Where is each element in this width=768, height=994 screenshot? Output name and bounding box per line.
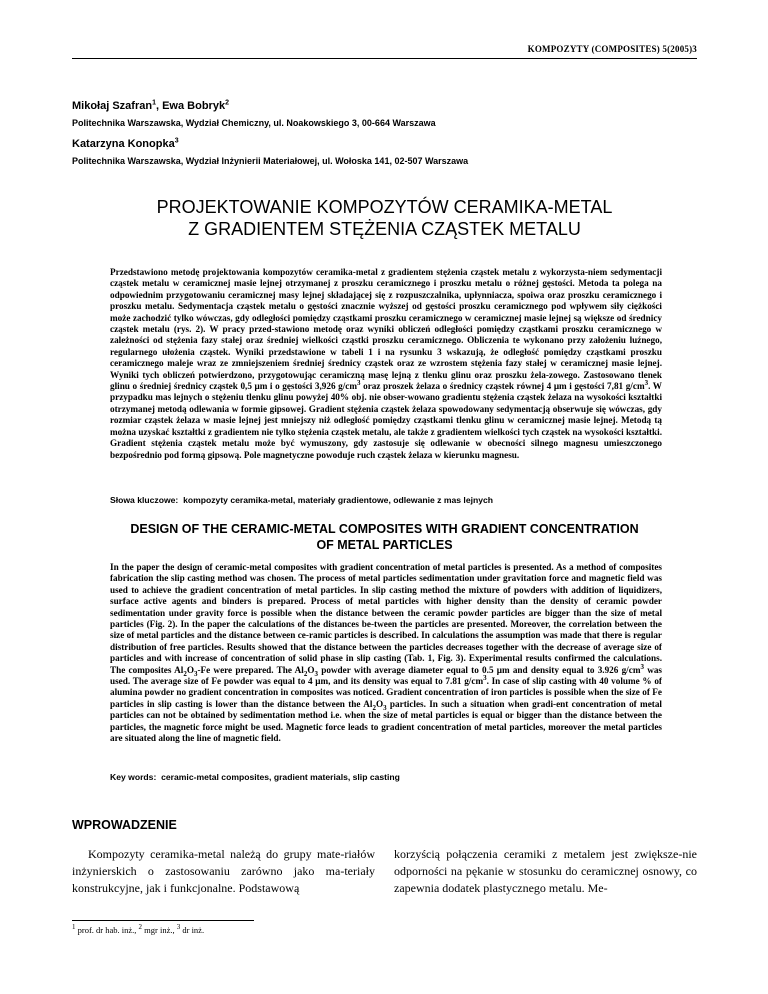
abstract-text: . W przypadku mas lejnych o stężeniu tlenku glinu powyżej 40% obj. nie obser-wowano gradientu stężenia cząstek żelaza na wysokości kształtki otrzymanej metodą odlewania w formie gipsowej. Gradient stężenia cząstek żelaza spowodowany sedymentacją obserwuje się wówczas, gdy rozmiar cząstek żelaza w masie lejnej jest mniejszy niż odległość pomiędzy cząstkami tlenku glinu w ceramicznej masie lejnej. Metodą tą można uzyskać kształtki z gradientem nie tylko stężenia cząstek metalu, ale także z gradientem wielkości tych cząstek na wysokości kształtki. Gradient stężenia cząstek metalu może być wymuszony, gdy zastosuje się odlewanie w obecności silnego magnesu umieszczonego bezpośrednio pod formą gipsową. Pole magnetyczne powoduje ruch cząstek żelaza w kierunku magnesu. [110,381,662,460]
title-polish [72,196,697,240]
abstract-text: In the paper the design of ceramic-metal composites with gradient concentration of metal particles is presented. As a method of composites fabrication the slip casting method was chosen. The process of metal particles sedimentation under gravitation force and magnetic field was used to achieve the gradient concentration of metal particles. In slip casting method the mixture of powders with addition of liquidizers, surface active agents and binders is prepared. Process of metal particles with higher density than the density of ceramic powder sedimentation under gravity force is possible when the distance between the ceramic powder particles are bigger than the size of metal particles (Fig. 2). In the paper the calculations of the distances be-tween the particles are presented. Moreover, the correlation between the size of metal particles and the distance between ce-ramic particles is described. In calculations the assumption was made that there is regular distribution of free particles. Results showed that the distance between the particles decreases together with the decrease of average size of particles and with increase of concentration of solid phase in slip casting (Tab. 1, Fig. 3). Experimental results confirmed the calculations. The composites Al [110,562,662,675]
abstract-subscript: 3 [193,669,198,678]
author-superscript: 1 [152,99,156,107]
footnote-text: prof. dr hab. inż., [75,925,139,935]
journal-header: KOMPOZYTY (COMPOSITES) 5(2005)3 [527,44,697,54]
footnote-text: dr inż. [180,925,205,935]
body-column-right: korzyścią połączenia ceramiki z metalem jest zwiększe-nie odporności na pękanie w stosunku do ceramicznej osnowy, co zapewnia dodatek plastycznego metalu. Me- [394,847,697,895]
title-english [72,521,697,553]
keywords-label: Key words: [110,772,157,782]
abstract-text: O [186,664,194,675]
title-polish-line-1: PROJEKTOWANIE KOMPOZYTÓW CERAMIKA-METAL [156,197,613,217]
author-name: Katarzyna Konopka [72,138,175,150]
footnote [72,925,204,935]
abstract-text: O [307,664,315,675]
author-superscript: 2 [225,99,229,107]
abstract-subscript: 2 [303,669,308,678]
section-heading: WPROWADZENIE [72,818,177,832]
abstract-superscript: 3 [483,674,487,682]
abstract-text: O [375,698,384,709]
abstract-subscript: 2 [372,703,376,712]
author-line-1 [72,100,229,112]
author-line-2 [72,138,179,150]
keywords-polish [110,495,493,505]
keywords-label: Słowa kluczowe: [110,495,179,505]
abstract-text: was used. The average size of Fe powder was equal to 4 μm, and its density was equal to 7.81 g/cm [110,664,662,687]
abstract-superscript: 3 [640,662,644,671]
abstract-text: particles. In such a situation when gradi-ent concentration of metal particles can not be obtained by sedimentation method i.e. when the size of metal particles is equal or bigger than the distance between the particles, the magnetic force might be used. Magnetic force leads to gradient concentration of metal particles, moreover the metal particles are situated along the line of magnetic field. [110,698,662,744]
abstract-text: -Fe were prepared. The Al [197,664,304,675]
footnote-text: mgr inż., [142,925,177,935]
abstract-subscript: 2 [183,669,187,678]
abstract-english [110,562,662,745]
body-column-left: Kompozyty ceramika-metal należą do grupy mate-riałów inżynierskich o zastosowaniu zarówno jako ma-teriały konstrukcyjne, jak i funkcjonalne. Podstawową [72,847,375,895]
keywords-text: ceramic-metal composites, gradient materials, slip casting [161,772,400,782]
author-superscript: 3 [174,137,179,145]
affiliation-2: Politechnika Warszawska, Wydział Inżynierii Materiałowej, ul. Wołoska 141, 02-507 Warszawa [72,156,469,166]
footnote-superscript: 1 [72,923,76,932]
keywords-english [110,772,400,782]
abstract-text: . In case of slip casting with 40 volume % of alumina powder no gradient concentration in composites was noticed. Gradient concentration of iron particles is possible when the size of Fe particles in slip casting is lower than the distance between the Al [110,676,662,709]
abstract-polish [110,267,662,461]
abstract-text: powder with average diameter equal to 0.5 μm and density equal to 3.926 g/cm [317,664,641,675]
keywords-text: kompozyty ceramika-metal, materiały gradientowe, odlewanie z mas lejnych [183,495,494,505]
footnote-divider [72,920,254,921]
author-name: Mikołaj Szafran [72,100,153,112]
title-polish-line-2: Z GRADIENTEM STĘŻENIA CZĄSTEK METALU [188,219,581,239]
title-english-line-2: OF METAL PARTICLES [316,538,453,552]
header-divider [72,58,697,59]
abstract-subscript: 3 [314,669,318,678]
footnote-superscript: 3 [176,923,181,932]
abstract-text: Przedstawiono metodę projektowania kompozytów ceramika-metal z gradientem stężenia cząstek metalu z wykorzysta-niem sedymentacji cząstek metalu w ceramicznej masie lejnej otrzymanej z proszku ceramicznego i proszku metalu o różnej gęstości. Metoda ta polega na odpowiednim przygotowaniu ceramicznej masy lejnej składającej się z rozpuszczalnika, upłynniacza, spoiwa oraz proszku ceramicznego i proszku metalu. Sedymentacja cząstek metalu o gęstości znacznie wyższej od gęstości proszku ceramicznego pod wpływem siły ciężkości może zachodzić tylko wówczas, gdy odległości pomiędzy cząstkami proszku ceramicznego w ceramicznej masie lejnej są większe od średnicy cząstek metalu (rys. 2). W pracy przed-stawiono metodę oraz wyniki obliczeń odległości pomiędzy cząstkami proszku ceramicznego w zależności od stężenia fazy stałej oraz średniej wielkości cząstki proszku ceramicznego. Obliczenia te wykonano przy założeniu luźnego, regularnego ułożenia cząstek. Wyniki przedstawione w tabeli 1 i na rysunku 3 wskazują, że odległość pomiędzy cząstkami proszku ceramicznego maleje wraz ze zmniejszeniem średniej średnicy cząstek oraz ze wzrostem stężenia fazy stałej w ceramicznej masie lejnej. Wyniki tych obliczeń potwierdzono, przygotowując ceramiczną masę lejną z tlenku glinu oraz proszku żela-zowego. Zastosowano tlenek glinu o średniej średnicy cząstek 0,5 μm i o gęstości 3,926 g/cm [110,267,662,392]
abstract-superscript: 3 [357,379,361,387]
title-english-line-1: DESIGN OF THE CERAMIC-METAL COMPOSITES WITH GRADIENT CONCENTRATION [130,522,639,536]
footnote-superscript: 2 [138,923,143,932]
affiliation-1: Politechnika Warszawska, Wydział Chemiczny, ul. Noakowskiego 3, 00-664 Warszawa [72,118,436,128]
author-name: , Ewa Bobryk [155,100,226,112]
abstract-text: oraz proszek żelaza o średnicy cząstek równej 4 μm i gęstości 7,81 g/cm [360,381,645,392]
abstract-superscript: 3 [644,379,649,387]
abstract-subscript: 3 [383,703,387,712]
